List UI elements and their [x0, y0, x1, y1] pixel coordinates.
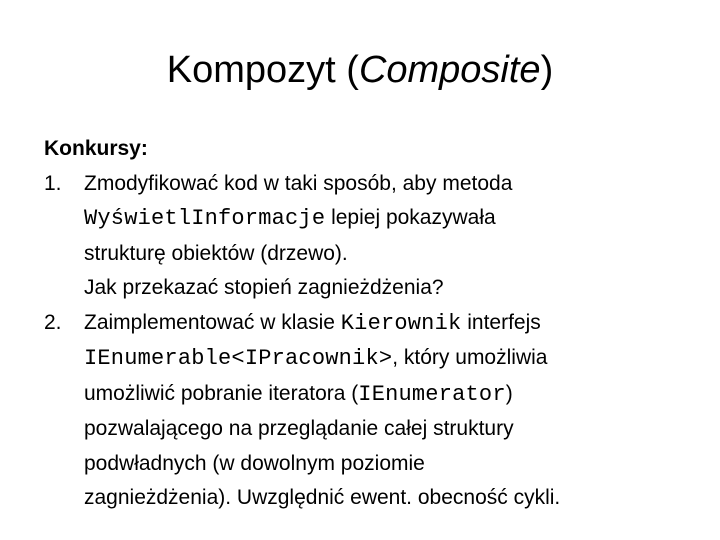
title-main: Kompozyt ( — [166, 49, 359, 91]
code-enumerator-name: IEnumerator — [358, 381, 506, 407]
slide-body — [44, 132, 684, 516]
item-line — [84, 377, 684, 413]
item-line: strukturę obiektów (drzewo). — [84, 241, 348, 265]
title-italic: Composite — [358, 49, 541, 91]
item-text: umożliwić pobranie iteratora ( — [84, 381, 359, 405]
item-text: , który umożliwia — [392, 346, 548, 369]
code-method-name: WyświetlInformacje — [84, 206, 326, 231]
item-line: podwładnych (w dowolnym poziomie — [84, 451, 425, 475]
item-line: pozwalającego na przeglądanie całej struktury — [84, 417, 514, 440]
list-number: 1. — [44, 171, 62, 195]
item-line: Jak przekazać stopień zagnieżdżenia? — [84, 276, 444, 299]
item-line — [84, 341, 684, 377]
section-heading: Konkursy: — [44, 137, 148, 160]
item-text: lepiej pokazywała — [325, 206, 496, 229]
slide-title — [0, 44, 720, 96]
list-number: 2. — [44, 310, 62, 334]
item-text: Zaimplementować w klasie — [84, 310, 341, 334]
code-class-name: Kierownik — [340, 310, 462, 336]
code-interface-name: IEnumerable<IPracownik> — [84, 346, 393, 371]
item-line: Zmodyfikować kod w taki sposób, aby metoda — [84, 171, 513, 195]
item-line — [84, 306, 684, 342]
item-text: ) — [505, 381, 513, 405]
item-line — [84, 201, 684, 237]
list-item — [44, 306, 684, 516]
title-close: ) — [540, 49, 554, 91]
list-item — [44, 167, 684, 306]
item-text: interfejs — [461, 310, 541, 334]
item-line: zagnieżdżenia). Uwzględnić ewent. obecność cykli. — [84, 486, 561, 509]
